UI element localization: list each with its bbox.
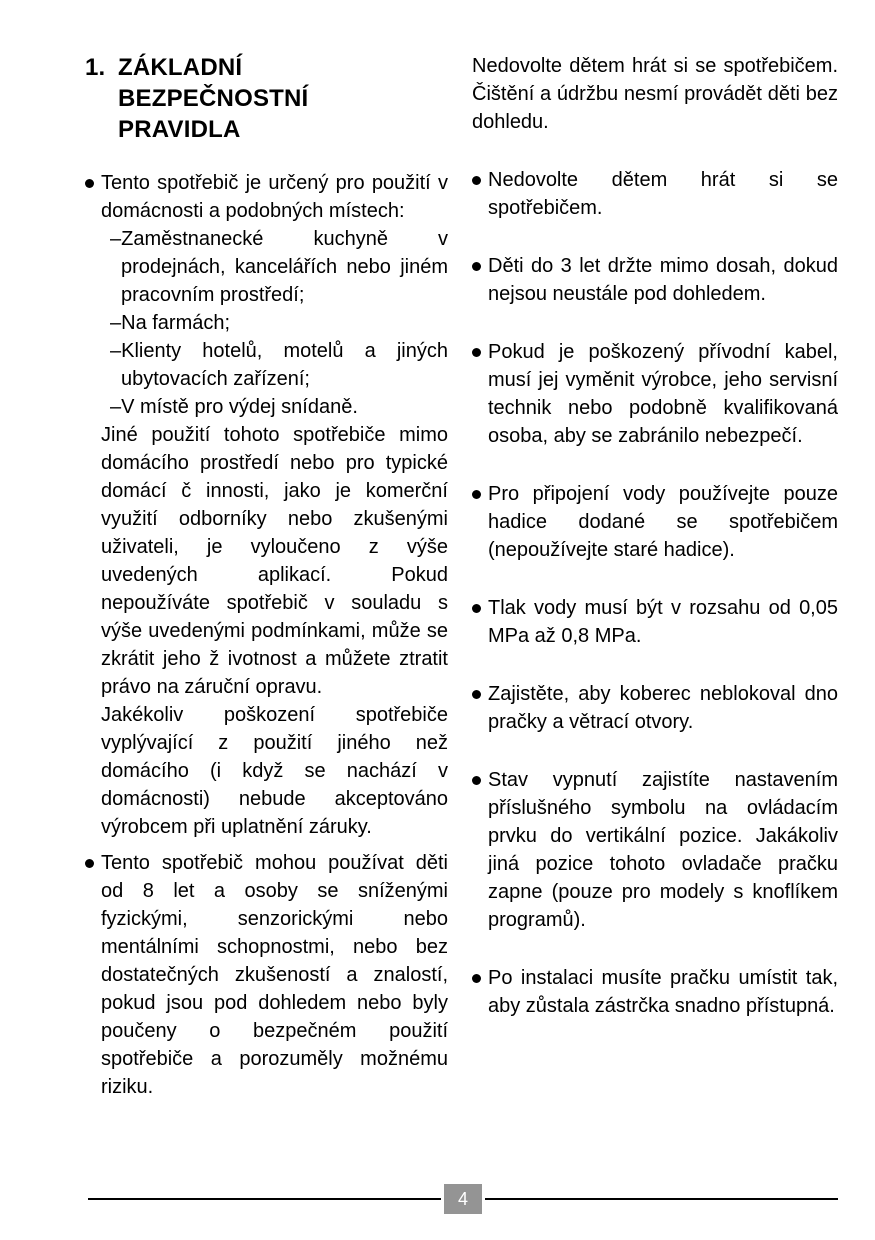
paragraph: Tento spotřebič je určený pro použití v domácnosti a podobných místech: [101,172,448,222]
bullet-icon [472,348,481,357]
paragraph: Nedovolte dětem hrát si se spotřebičem. [488,169,838,219]
section-heading-text [118,52,448,145]
paragraph: Jakékoliv poškození spotřebiče vyplývající z použití jiného než domácího (i když se nachází v domácnosti) nebude akceptováno výrobcem při uplatnění záruky. [101,704,448,838]
bullet-icon [85,859,94,868]
footer-rule-right [485,1198,838,1200]
bullet-item [472,594,838,650]
bullet-icon [472,690,481,699]
paragraph: Stav vypnutí zajistíte nastavením příslušného symbolu na ovládacím prvku do vertikální pozice. Jakákoliv jiná pozice tohoto ovladače pračku zapne (pouze pro modely s knoflíkem programů). [488,769,838,931]
footer-rule-left [88,1198,441,1200]
left-column-body [85,169,448,1101]
bullet-icon [472,176,481,185]
right-column [472,52,838,1101]
bullet-body [101,849,448,1101]
bullet-icon [472,490,481,499]
bullet-item [472,680,838,736]
bullet-item [472,166,838,222]
bullet-body [488,252,838,308]
bullet-icon [472,974,481,983]
paragraph: Po instalaci musíte pračku umístit tak, aby zůstala zástrčka snadno přístupná. [488,967,838,1017]
bullet-item [85,169,448,841]
paragraph: Zajistěte, aby koberec neblokoval dno pračky a větrací otvory. [488,683,838,733]
paragraph: Děti do 3 let držte mimo dosah, dokud nejsou neustále pod dohledem. [488,255,838,305]
bullet-body [488,338,838,450]
bullet-body [488,766,838,934]
bullet-body [488,964,838,1020]
bullet-icon [472,776,481,785]
bullet-body [488,594,838,650]
bullet-item [85,849,448,1101]
bullet-item [472,766,838,934]
page-footer [88,1184,838,1214]
sub-item: –Klienty hotelů, motelů a jiných ubytovacích zařízení; [110,340,448,390]
bullet-icon [472,262,481,271]
bullet-body [101,169,448,841]
bullet-icon [472,604,481,613]
bullet-item [472,338,838,450]
bullet-item [472,252,838,308]
section-heading [85,52,448,145]
paragraph: Pro připojení vody používejte pouze hadice dodané se spotřebičem (nepoužívejte staré hadice). [488,483,838,561]
page-number: 4 [444,1184,482,1214]
bullet-body [488,166,838,222]
heading-line: PRAVIDLA [118,116,241,143]
heading-line: ZÁKLADNÍ [118,54,243,81]
paragraph: Pokud je poškozený přívodní kabel, musí jej vyměnit výrobce, jeho servisní technik nebo podobně kvalifikovaná osoba, aby se zabránilo nebezpečí. [488,341,838,447]
heading-line: BEZPEČNOSTNÍ [118,85,309,112]
section-number: 1. [85,54,106,81]
sub-item: –Na farmách; [110,312,231,334]
sub-item: –V místě pro výdej snídaně. [110,396,358,418]
bullet-icon [85,179,94,188]
left-column [85,52,448,1101]
continuation-paragraph: Nedovolte dětem hrát si se spotřebičem. Čištění a údržbu nesmí provádět děti bez dohledu. [472,55,838,133]
bullet-item [472,480,838,564]
paragraph: Jiné použití tohoto spotřebiče mimo domácího prostředí nebo pro typické domácí č innosti, jako je komerční využití odborníky nebo zkušenými uživateli, je vyloučeno z výše uvedených aplikací. Pokud nepoužíváte spotřebič v souladu s výše uvedenými podmínkami, může se zkrátit jeho ž ivotnost a můžete ztratit právo na záruční opravu. [101,424,448,698]
sub-list [101,225,448,421]
bullet-body [488,680,838,736]
paragraph: Tento spotřebič mohou používat děti od 8 let a osoby se sníženými fyzickými, senzorickými nebo mentálními schopnostmi, nebo bez dostatečných zkušeností a znalostí, pokud jsou pod dohledem nebo byly poučeny o bezpečném použití spotřebiče a porozuměly možnému riziku. [101,852,448,1098]
bullet-body [488,480,838,564]
bullet-item [472,964,838,1020]
paragraph: Tlak vody musí být v rozsahu od 0,05 MPa až 0,8 MPa. [488,597,838,647]
sub-item: –Zaměstnanecké kuchyně v prodejnách, kancelářích nebo jiném pracovním prostředí; [110,228,448,306]
